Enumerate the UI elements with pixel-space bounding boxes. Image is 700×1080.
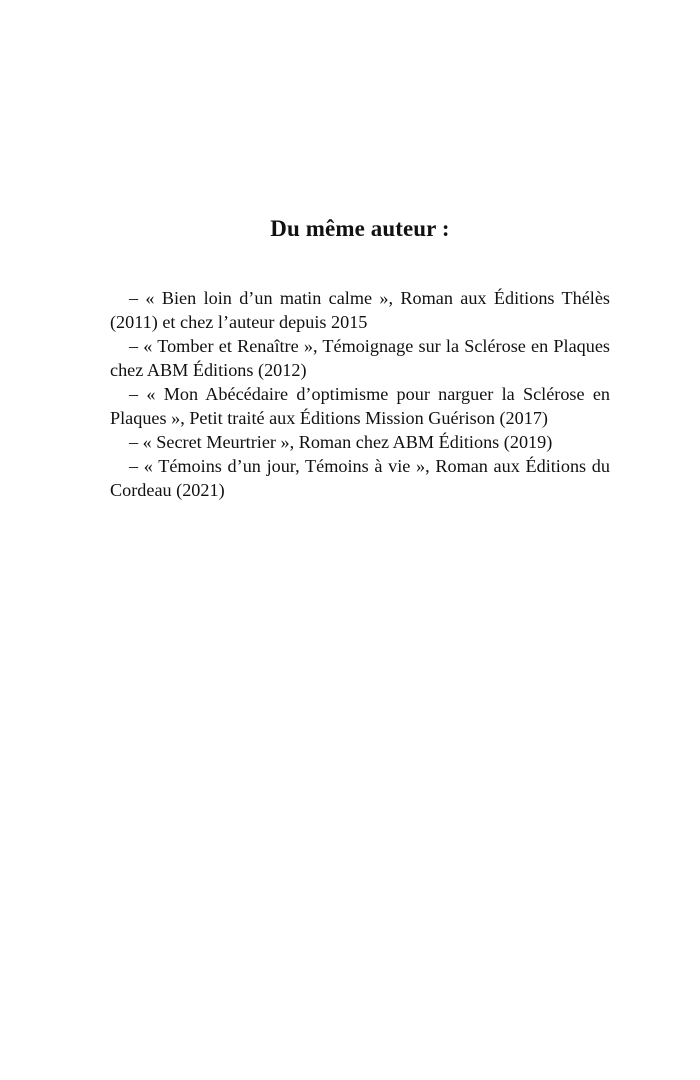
page-title: Du même auteur : xyxy=(270,216,450,241)
work-item-2: – « Tomber et Renaître », Témoignage sur la Sclérose en Plaques chez ABM Éditions (2012) xyxy=(110,336,610,380)
works-list xyxy=(110,286,610,502)
work-item-1: – « Bien loin d’un matin calme », Roman aux Éditions Thélès (2011) et chez l’auteur depuis 2015 xyxy=(110,288,610,332)
work-item-3: – « Mon Abécédaire d’optimisme pour narguer la Sclérose en Plaques », Petit traité aux Éditions Mission Guérison (2017) xyxy=(110,384,610,428)
work-item-4: – « Secret Meurtrier », Roman chez ABM Éditions (2019) xyxy=(129,432,553,452)
work-item-5: – « Témoins d’un jour, Témoins à vie », Roman aux Éditions du Cordeau (2021) xyxy=(110,456,610,500)
